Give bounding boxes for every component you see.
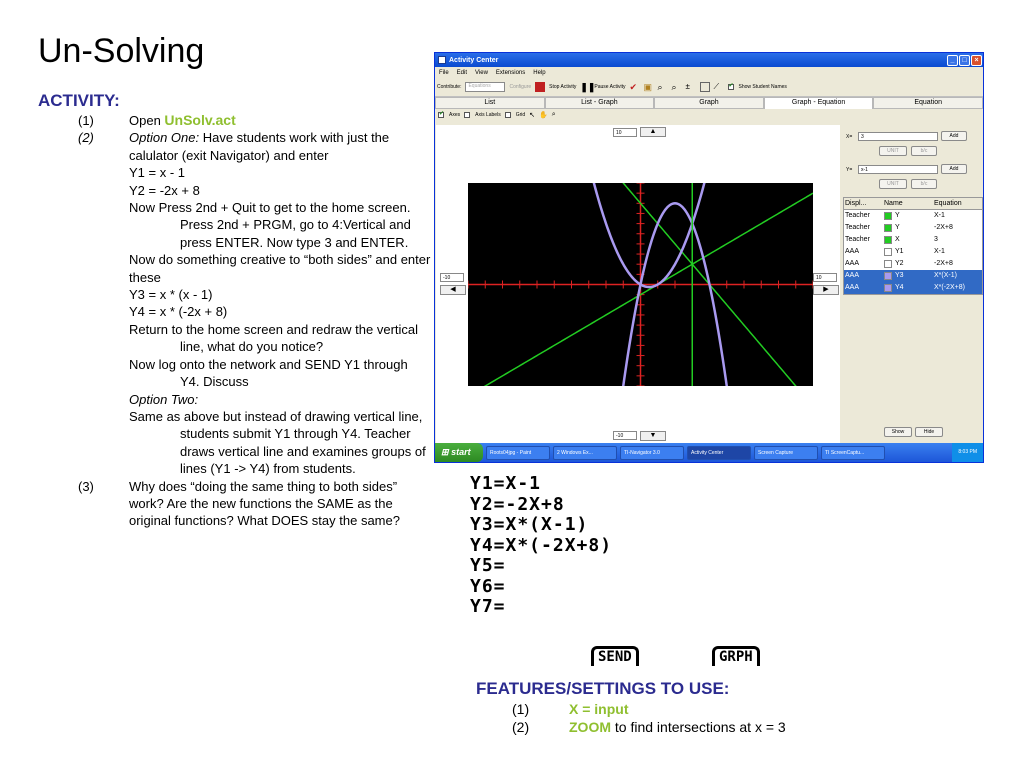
cell-equation: 3 bbox=[934, 236, 938, 243]
feature-key: ZOOM bbox=[569, 719, 611, 735]
color-swatch[interactable] bbox=[884, 248, 892, 256]
graph-softkey: GRPH bbox=[712, 646, 760, 666]
calc-line: Y4=X*(-2X+8) bbox=[470, 534, 613, 556]
axes-checkbox[interactable]: ✔ bbox=[439, 110, 445, 117]
grid-checkbox[interactable] bbox=[505, 112, 511, 118]
view-tabs bbox=[435, 97, 983, 109]
minimize-button[interactable]: _ bbox=[947, 55, 958, 66]
tab-graph-equation[interactable]: Graph - Equation bbox=[764, 97, 874, 109]
magnify-icon[interactable]: ⌕ bbox=[551, 110, 556, 118]
equation-y2: Y2 = -2x + 8 bbox=[129, 182, 200, 198]
step-text: Open bbox=[129, 113, 165, 128]
cell-equation: X*(X-1) bbox=[934, 272, 957, 279]
features-list bbox=[476, 700, 786, 736]
cell-equation: -2X+8 bbox=[934, 224, 953, 231]
contribute-label: Contribute: bbox=[437, 84, 462, 90]
start-button[interactable] bbox=[435, 443, 483, 462]
calc-line: Y6= bbox=[470, 575, 506, 597]
add-x-button[interactable]: Add bbox=[941, 131, 967, 141]
cell-display: Teacher bbox=[845, 236, 870, 243]
axis-labels-checkbox[interactable] bbox=[464, 112, 470, 118]
menu-edit[interactable]: Edit bbox=[456, 69, 468, 76]
add-y-button[interactable]: Add bbox=[941, 164, 967, 174]
grid-label: Grid bbox=[515, 111, 526, 118]
x-input[interactable]: 3 bbox=[858, 132, 938, 141]
cell-display: Teacher bbox=[845, 212, 870, 219]
cell-display: AAA bbox=[845, 284, 860, 291]
cell-display: AAA bbox=[845, 272, 860, 279]
scroll-left-button[interactable]: ◀ bbox=[440, 285, 466, 295]
calc-line: Y1=X-1 bbox=[470, 473, 542, 494]
cell-name-text: Y4 bbox=[895, 284, 904, 291]
option-one-label: Option One: bbox=[129, 130, 200, 146]
cell-display: Teacher bbox=[845, 224, 870, 231]
color-swatch[interactable] bbox=[884, 224, 892, 232]
step-text: Why does “doing the same thing to both sides” work? Are the new functions the SAME as the original functions? What DOES stay the same? bbox=[129, 478, 400, 529]
windows-logo-icon: ⊞ bbox=[441, 447, 449, 457]
cell-name-text: Y bbox=[895, 224, 900, 231]
check-icon[interactable]: ✔ bbox=[629, 82, 638, 92]
step-number: (2) bbox=[78, 130, 94, 146]
feature-key: X = input bbox=[569, 701, 629, 717]
clock: 8:03 PM bbox=[958, 449, 977, 455]
right-panel bbox=[842, 125, 983, 443]
send-softkey: SEND bbox=[591, 646, 639, 666]
cell-name bbox=[884, 210, 934, 222]
xmin-input[interactable]: -10 bbox=[440, 273, 464, 282]
calc-line: Y7= bbox=[470, 596, 506, 617]
step-2 bbox=[38, 129, 433, 164]
cell-equation: X-1 bbox=[934, 212, 945, 219]
cell-name bbox=[884, 258, 934, 270]
return-instruction: Return to the home screen and redraw the vertical line, what do you notice? bbox=[129, 321, 419, 355]
cell-name bbox=[884, 246, 934, 258]
step-number: (3) bbox=[78, 478, 94, 494]
pause-activity-button[interactable]: Pause Activity bbox=[594, 84, 626, 90]
cell-display: AAA bbox=[845, 248, 860, 255]
calculator-equation-list bbox=[470, 474, 780, 618]
table-row[interactable] bbox=[844, 270, 982, 282]
menu-file[interactable]: File bbox=[439, 69, 449, 76]
start-label: start bbox=[451, 447, 471, 457]
configure-button[interactable]: Configure bbox=[509, 84, 532, 90]
toolbar bbox=[435, 78, 983, 97]
scroll-right-button[interactable]: ▶ bbox=[813, 285, 839, 295]
column-name[interactable]: Name bbox=[884, 199, 903, 207]
activity-steps bbox=[38, 112, 433, 530]
press-home-instruction: Now Press 2nd + Quit to get to the home screen. Press 2nd + PRGM, go to 4:Vertical and press ENTER. Now type 3 and ENTER. bbox=[129, 200, 411, 250]
cell-name bbox=[884, 270, 934, 282]
close-button[interactable]: × bbox=[971, 55, 982, 66]
axes-label: Axes bbox=[449, 111, 461, 118]
hide-button[interactable]: Hide bbox=[915, 427, 943, 437]
table-row[interactable] bbox=[844, 246, 982, 258]
menu-extensions[interactable]: Extensions bbox=[495, 69, 526, 76]
graph-pane bbox=[436, 125, 840, 443]
task-screen-capture[interactable]: Screen Capture bbox=[754, 446, 818, 460]
window-settings-icon[interactable] bbox=[700, 82, 710, 92]
table-header bbox=[844, 198, 982, 210]
cell-name bbox=[884, 282, 934, 294]
system-tray bbox=[952, 443, 983, 462]
menu-bar bbox=[435, 67, 983, 78]
unit-button[interactable]: UNIT bbox=[879, 179, 907, 189]
pointer-icon[interactable]: ↖ bbox=[529, 111, 536, 119]
package-icon[interactable]: ▣ bbox=[643, 82, 653, 92]
maximize-button[interactable]: □ bbox=[959, 55, 970, 66]
cell-name-text: Y bbox=[895, 212, 900, 219]
task-navigator[interactable]: TI-Navigator 3.0 bbox=[620, 446, 684, 460]
features-heading: FEATURES/SETTINGS TO USE: bbox=[476, 679, 730, 698]
step-1 bbox=[38, 112, 433, 129]
cell-name bbox=[884, 234, 934, 246]
file-name: UnSolv.act bbox=[164, 112, 236, 128]
contribute-select[interactable]: Equations bbox=[465, 82, 505, 92]
x-input-label: X= bbox=[846, 134, 853, 140]
feature-number: (2) bbox=[512, 719, 530, 735]
fraction-button[interactable]: b/c bbox=[911, 146, 937, 156]
table-row[interactable] bbox=[844, 234, 982, 246]
scroll-down-button[interactable]: ▼ bbox=[640, 431, 666, 441]
show-names-label: Show Student Names bbox=[738, 84, 787, 90]
cell-name-text: X bbox=[895, 236, 900, 243]
cell-name bbox=[884, 222, 934, 234]
cell-equation: X*(-2X+8) bbox=[934, 284, 965, 291]
task-ti-screencapture[interactable]: TI ScreenCaptu... bbox=[821, 446, 885, 460]
option-two-text: Same as above but instead of drawing vertical line, students submit Y1 through Y4. Teacher draws vertical line and examines groups of lines (Y1 -> Y4) from students. bbox=[129, 408, 426, 477]
feature-number: (1) bbox=[512, 701, 530, 717]
show-button[interactable]: Show bbox=[884, 427, 912, 437]
cell-name-text: Y1 bbox=[895, 248, 904, 255]
equation-y1: Y1 = x - 1 bbox=[129, 165, 185, 181]
feature-item bbox=[476, 718, 786, 736]
menu-view[interactable]: View bbox=[475, 69, 488, 76]
color-swatch[interactable] bbox=[884, 236, 892, 244]
table-row[interactable] bbox=[844, 210, 982, 222]
chart-icon[interactable]: ⟋ bbox=[713, 82, 720, 91]
cell-name-text: Y3 bbox=[895, 272, 904, 279]
graph-canvas[interactable] bbox=[468, 183, 813, 386]
hand-icon[interactable]: ✋ bbox=[539, 111, 548, 119]
color-swatch[interactable] bbox=[884, 212, 892, 220]
color-swatch[interactable] bbox=[884, 284, 892, 292]
calc-line: Y2=-2X+8 bbox=[470, 493, 565, 515]
task-activity-center[interactable]: Activity Center bbox=[687, 446, 751, 460]
creative-instruction: Now do something creative to “both sides” and enter these bbox=[129, 252, 431, 285]
y-input-label: Y= bbox=[846, 167, 853, 173]
app-icon bbox=[438, 56, 446, 64]
axis-labels-label: Axis Labels bbox=[475, 111, 501, 118]
option-two-label: Option Two: bbox=[129, 391, 199, 407]
task-paint[interactable]: Roots04jpg - Paint bbox=[486, 446, 550, 460]
y-input[interactable]: x-1 bbox=[858, 165, 938, 174]
zoom-in-icon[interactable]: ⌕ bbox=[657, 82, 663, 92]
graph-options bbox=[435, 109, 983, 120]
window-title: Activity Center bbox=[449, 56, 499, 64]
tab-list[interactable]: List bbox=[435, 97, 545, 109]
cell-equation: X-1 bbox=[934, 248, 945, 255]
unit-button[interactable]: UNIT bbox=[879, 146, 907, 156]
equation-table bbox=[843, 197, 983, 295]
step-number: (1) bbox=[78, 113, 94, 128]
equation-y4: Y4 = x * (-2x + 8) bbox=[129, 304, 228, 320]
feature-text: to find intersections at x = 3 bbox=[611, 719, 786, 735]
zoom-fit-icon[interactable]: ± bbox=[685, 82, 690, 91]
color-swatch[interactable] bbox=[884, 260, 892, 268]
table-row[interactable] bbox=[844, 222, 982, 234]
step-3 bbox=[38, 478, 433, 530]
xmax-input[interactable]: 10 bbox=[813, 273, 837, 282]
taskbar bbox=[435, 443, 983, 462]
stop-activity-button[interactable]: Stop Activity bbox=[549, 84, 577, 90]
column-equation[interactable]: Equation bbox=[934, 200, 962, 207]
calc-line: Y5= bbox=[470, 555, 506, 576]
option-one-text: Have students work with just the calulator (exit Navigator) and enter bbox=[129, 130, 390, 163]
cell-equation: -2X+8 bbox=[934, 260, 953, 267]
column-display[interactable]: Displ... bbox=[845, 200, 867, 207]
activity-center-window bbox=[434, 52, 984, 463]
stop-icon bbox=[535, 82, 545, 92]
task-explorer[interactable]: 2 Windows Ex... bbox=[553, 446, 617, 460]
slide-title: Un-Solving bbox=[38, 32, 205, 70]
ymax-input[interactable]: 10 bbox=[613, 128, 637, 137]
calc-line: Y3=X*(X-1) bbox=[470, 514, 589, 535]
equation-y3: Y3 = x * (x - 1) bbox=[129, 287, 213, 303]
cell-name-text: Y2 bbox=[895, 260, 904, 267]
pause-icon: ❚❚ bbox=[580, 82, 596, 92]
tab-list-graph[interactable]: List - Graph bbox=[545, 97, 655, 109]
zoom-out-icon[interactable]: ⌕ bbox=[671, 82, 677, 92]
tab-equation[interactable]: Equation bbox=[873, 97, 983, 109]
show-names-checkbox[interactable]: ✔ bbox=[728, 83, 734, 89]
scroll-up-button[interactable]: ▲ bbox=[640, 127, 666, 137]
activity-heading: ACTIVITY: bbox=[38, 91, 120, 110]
ymin-input[interactable]: -10 bbox=[613, 431, 637, 440]
fraction-button[interactable]: b/c bbox=[911, 179, 937, 189]
feature-item bbox=[476, 700, 786, 718]
window-titlebar[interactable] bbox=[435, 53, 983, 67]
menu-help[interactable]: Help bbox=[533, 69, 546, 76]
table-row[interactable] bbox=[844, 282, 982, 294]
table-row[interactable] bbox=[844, 258, 982, 270]
cell-display: AAA bbox=[845, 260, 860, 267]
network-instruction: Now log onto the network and SEND Y1 through Y4. Discuss bbox=[129, 356, 408, 390]
color-swatch[interactable] bbox=[884, 272, 892, 280]
tab-graph[interactable]: Graph bbox=[654, 97, 764, 109]
